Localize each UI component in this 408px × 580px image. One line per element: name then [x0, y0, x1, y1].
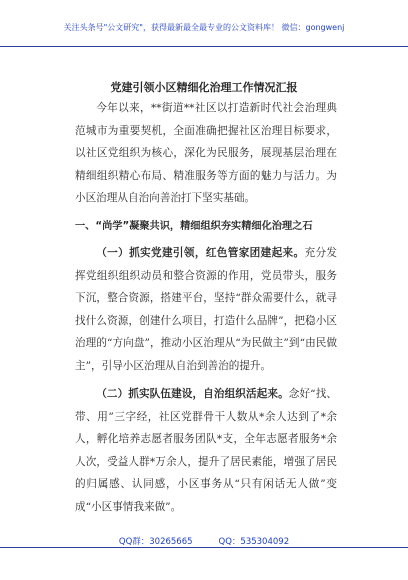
item-lead-2: （二）抓实队伍建设，自治组织活起来。 — [96, 388, 289, 400]
footer-qq-group: QQ群：30265665 — [118, 537, 193, 547]
footer-divider — [0, 547, 408, 548]
document-title: 党建引领小区精细化治理工作情况汇报 — [110, 81, 298, 94]
item-text-1: 充分发挥党组织组织动员和整合资源的作用，党员带头，服务下沉，整合资源，搭建平台，坚持“群众需要什么，就寻找什么资源，创建什么项目，打造什么品牌”，把稳小区治理的“方向盘”，推动小区治理从“为民做主”到“由民做主”，引导小区治理从自治到善治的提升。 — [75, 247, 338, 372]
item-paragraph-1 — [75, 242, 337, 377]
page-footer — [0, 535, 408, 547]
item-lead-1: （一）抓实党建引领，红色管家团建起来。 — [96, 247, 305, 259]
item-text-2: 念好“找、带、用”三字经，社区党群骨干人数从*余人达到了*余人，孵化培养志愿者服务团队*支，全年志愿者服务*余人次，受益人群*万余人，提升了居民素能，增强了居民的归属感、认同感，小区事务从“只有闲话无人做”变成“小区事情我来做”。 — [75, 388, 337, 513]
intro-paragraph: 今年以来，**街道**社区以打造新时代社会治理典范城市为重要契机，全面准确把握社区治理目标要求，以社区党组织为核心，深化为民服务，展现基层治理在精细组织精心布局、精准服务等方面的魅力与活力。为小区治理从自治向善治打下坚实基础。 — [75, 102, 337, 204]
footer-qq: QQ：535304092 — [218, 537, 290, 547]
header-divider — [0, 46, 408, 47]
document-body — [75, 97, 337, 518]
section-heading: 一、“尚学”凝聚共识，精细组织夯实精细化治理之石 — [75, 220, 313, 232]
page-header: 关注头条号"公文研究"，获得最新最全最专业的公文资料库！ 微信：gongwenj — [63, 23, 345, 32]
item-paragraph-2 — [75, 383, 337, 518]
